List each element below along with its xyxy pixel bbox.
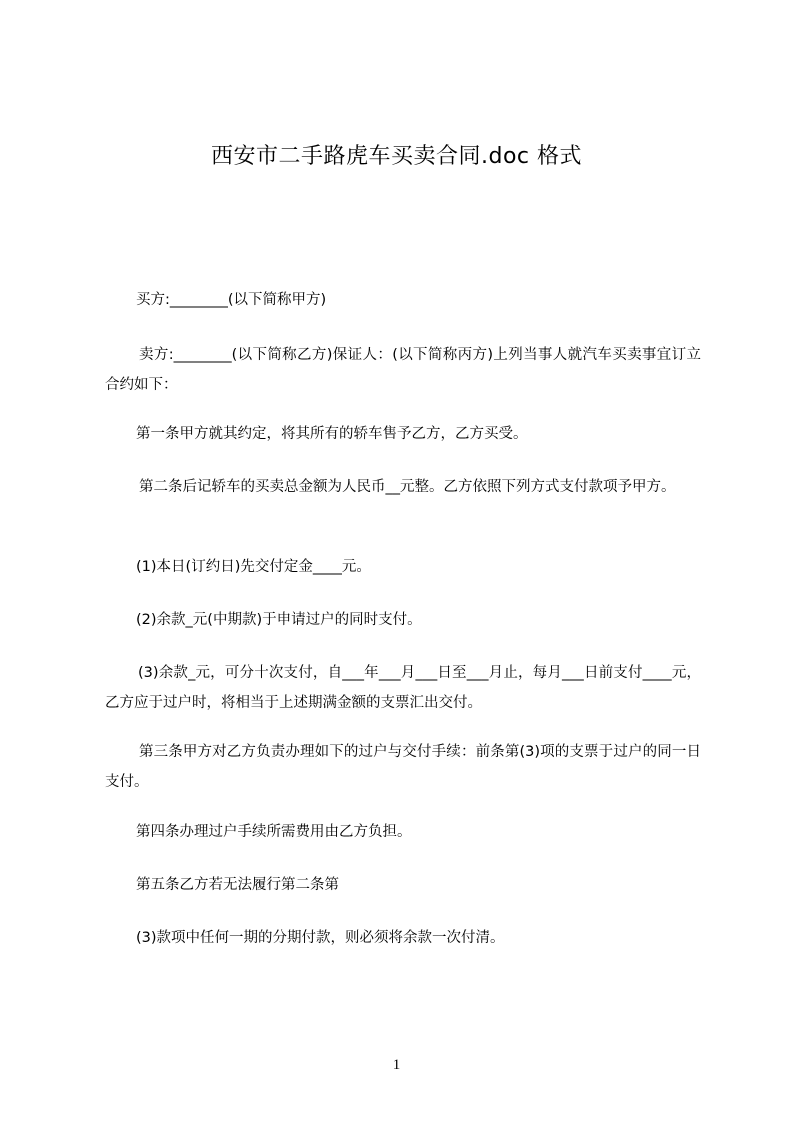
paragraph-article-2: 第二条后记轿车的买卖总金额为人民币__元整。乙方依照下列方式支付款项予甲方。 [139,479,676,495]
document-title: 西安市二手路虎车买卖合同.doc 格式 [210,144,582,169]
paragraph-item-2: (2)余款_元(中期款)于申请过户的同时支付。 [136,612,422,628]
paragraph-article-5: 第五条乙方若无法履行第二条第 [136,877,339,893]
paragraph-seller: 卖方:________(以下简称乙方)保证人：(以下简称丙方)上列当事人就汽车买卖事宜订立合约如下： [105,347,701,393]
page-number: 1 [392,1057,401,1073]
paragraph-article-1: 第一条甲方就其约定，将其所有的轿车售予乙方，乙方买受。 [136,426,528,442]
paragraph-article-5-continued: (3)款项中任何一期的分期付款，则必须将余款一次付清。 [136,930,505,946]
paragraph-article-4: 第四条办理过户手续所需费用由乙方负担。 [136,824,412,840]
paragraph-item-1: (1)本日(订约日)先交付定金____元。 [136,559,371,575]
paragraph-article-3: 第三条甲方对乙方负责办理如下的过户与交付手续：前条第(3)项的支票于过户的同一日支付。 [105,744,701,790]
paragraph-buyer: 买方:________(以下简称甲方) [136,292,327,308]
paragraph-item-3: (3)余款_元，可分十次支付，自___年___月___日至___月止，每月___日前支付____元，乙方应于过户时，将相当于上述期满金额的支票汇出交付。 [105,665,701,711]
